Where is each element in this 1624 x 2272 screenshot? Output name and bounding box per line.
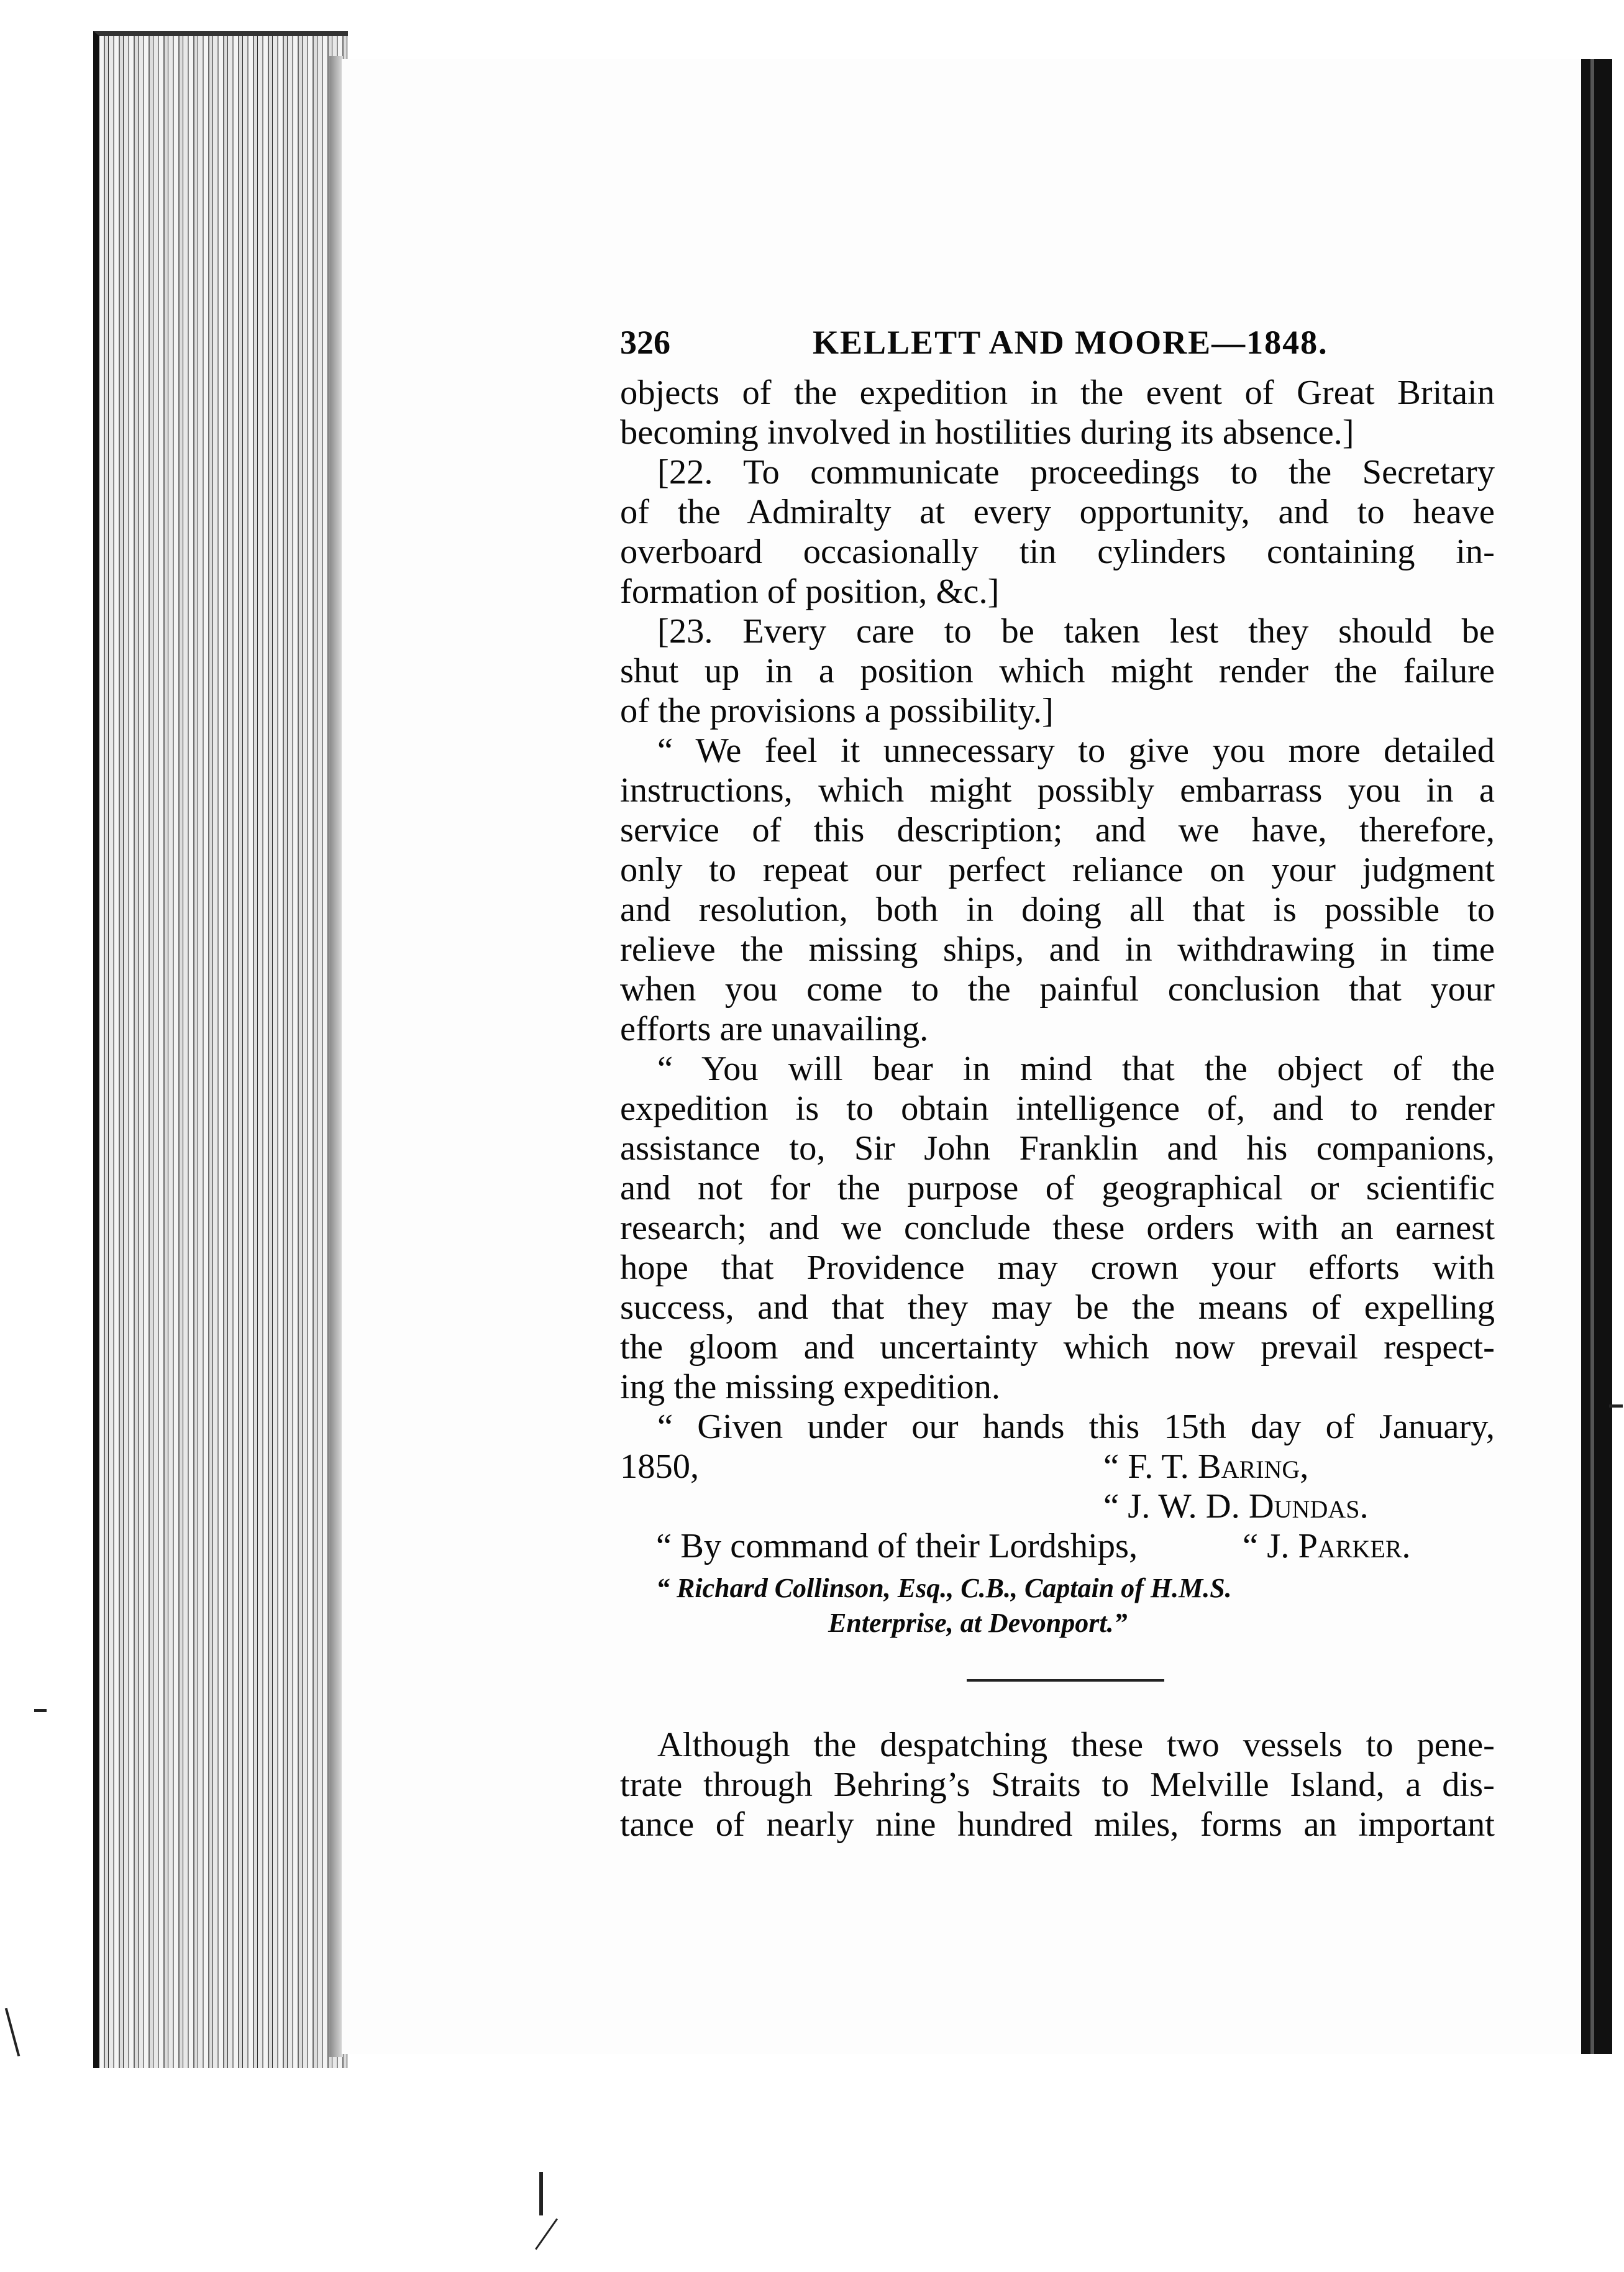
text-line: expedition is to obtain intelligence of, and to render [620,1089,1495,1128]
text-line: formation of position, &c.] [620,572,1000,611]
paragraph-4 [620,731,1495,1049]
text-line: ing the missing expedition. [620,1368,1001,1406]
paragraph-2 [620,452,1495,612]
text-line: “ We feel it unnecessary to give you more detailed [657,731,1495,770]
signature-row-2 [620,1486,1495,1526]
by-command-line: “ By command of their Lordships, [656,1527,1138,1565]
text-line: [22. To communicate proceedings to the Secretary [657,453,1495,492]
addressee-line-1: “ Richard Collinson, Esq., C.B., Captain of H.M.S. [656,1573,1232,1603]
text-line: overboard occasionally tin cylinders containing in- [620,533,1495,571]
signature-baring: “ F. T. Baring, [1103,1447,1309,1486]
text-line: assistance to, Sir John Franklin and his companions, [620,1129,1495,1168]
text-line: and not for the purpose of geographical or scientific [620,1169,1495,1207]
text-block [620,317,1495,1844]
scan-mark [5,2008,21,2056]
text-line: of the Admiralty at every opportunity, and to heave [620,493,1495,531]
signature-row-3 [620,1526,1495,1566]
text-line: trate through Behring’s Straits to Melville Island, a dis- [620,1766,1495,1804]
text-line: the gloom and uncertainty which now prevail respect- [620,1328,1495,1367]
signature-dundas: “ J. W. D. Dundas. [1103,1487,1369,1526]
text-line: relieve the missing ships, and in withdrawing in time [620,930,1495,969]
text-line: success, and that they may be the means of expelling [620,1288,1495,1327]
facing-page-edge [1581,59,1612,2054]
scan-mark [539,2172,543,2215]
text-line: shut up in a position which might render the failure [620,652,1495,690]
section-divider [967,1679,1164,1682]
paragraph-1 [620,373,1495,452]
book-page-edges [93,31,348,2068]
paragraph-3 [620,612,1495,731]
facing-page-edge-line [1590,59,1594,2054]
scan-mark [34,1709,47,1712]
text-line: “ Given under our hands this 15th day of January, [657,1408,1495,1446]
addressee [620,1571,1495,1641]
text-line: research; and we conclude these orders with an earnest [620,1209,1495,1247]
text-line: becoming involved in hostilities during its absence.] [620,413,1354,452]
page-number: 326 [620,324,670,361]
text-line: when you come to the painful conclusion that your [620,970,1495,1009]
text-line: service of this description; and we have, therefore, [620,811,1495,850]
text-line: objects of the expedition in the event of Great Britain [620,373,1495,412]
closing-paragraph [620,1725,1495,1844]
signature-parker: “ J. Parker. [1243,1527,1411,1565]
scan-mark [1609,1404,1623,1408]
paragraph-6 [620,1407,1495,1447]
text-line: Although the despatching these two vessels to pene- [657,1726,1495,1764]
text-line: of the provisions a possibility.] [620,692,1054,730]
scan-mark [535,2219,558,2250]
signature-row-1 [620,1447,1495,1486]
addressee-line-2: Enterprise, at Devonport.” [828,1608,1128,1638]
text-line: [23. Every care to be taken lest they should be [657,612,1495,651]
text-line: tance of nearly nine hundred miles, forms an important [620,1805,1495,1844]
date-year: 1850, [620,1447,700,1486]
text-line: only to repeat our perfect reliance on your judgment [620,851,1495,889]
text-line: and resolution, both in doing all that is possible to [620,891,1495,929]
text-line: efforts are unavailing. [620,1010,929,1048]
text-line: “ You will bear in mind that the object of the [657,1050,1495,1088]
text-line: hope that Providence may crown your efforts with [620,1248,1495,1287]
page-header [620,317,1495,373]
gutter-shadow [329,56,343,2057]
text-line: instructions, which might possibly embarrass you in a [620,771,1495,810]
paragraph-5 [620,1049,1495,1407]
running-head: KELLETT AND MOORE—1848. [813,324,1328,361]
